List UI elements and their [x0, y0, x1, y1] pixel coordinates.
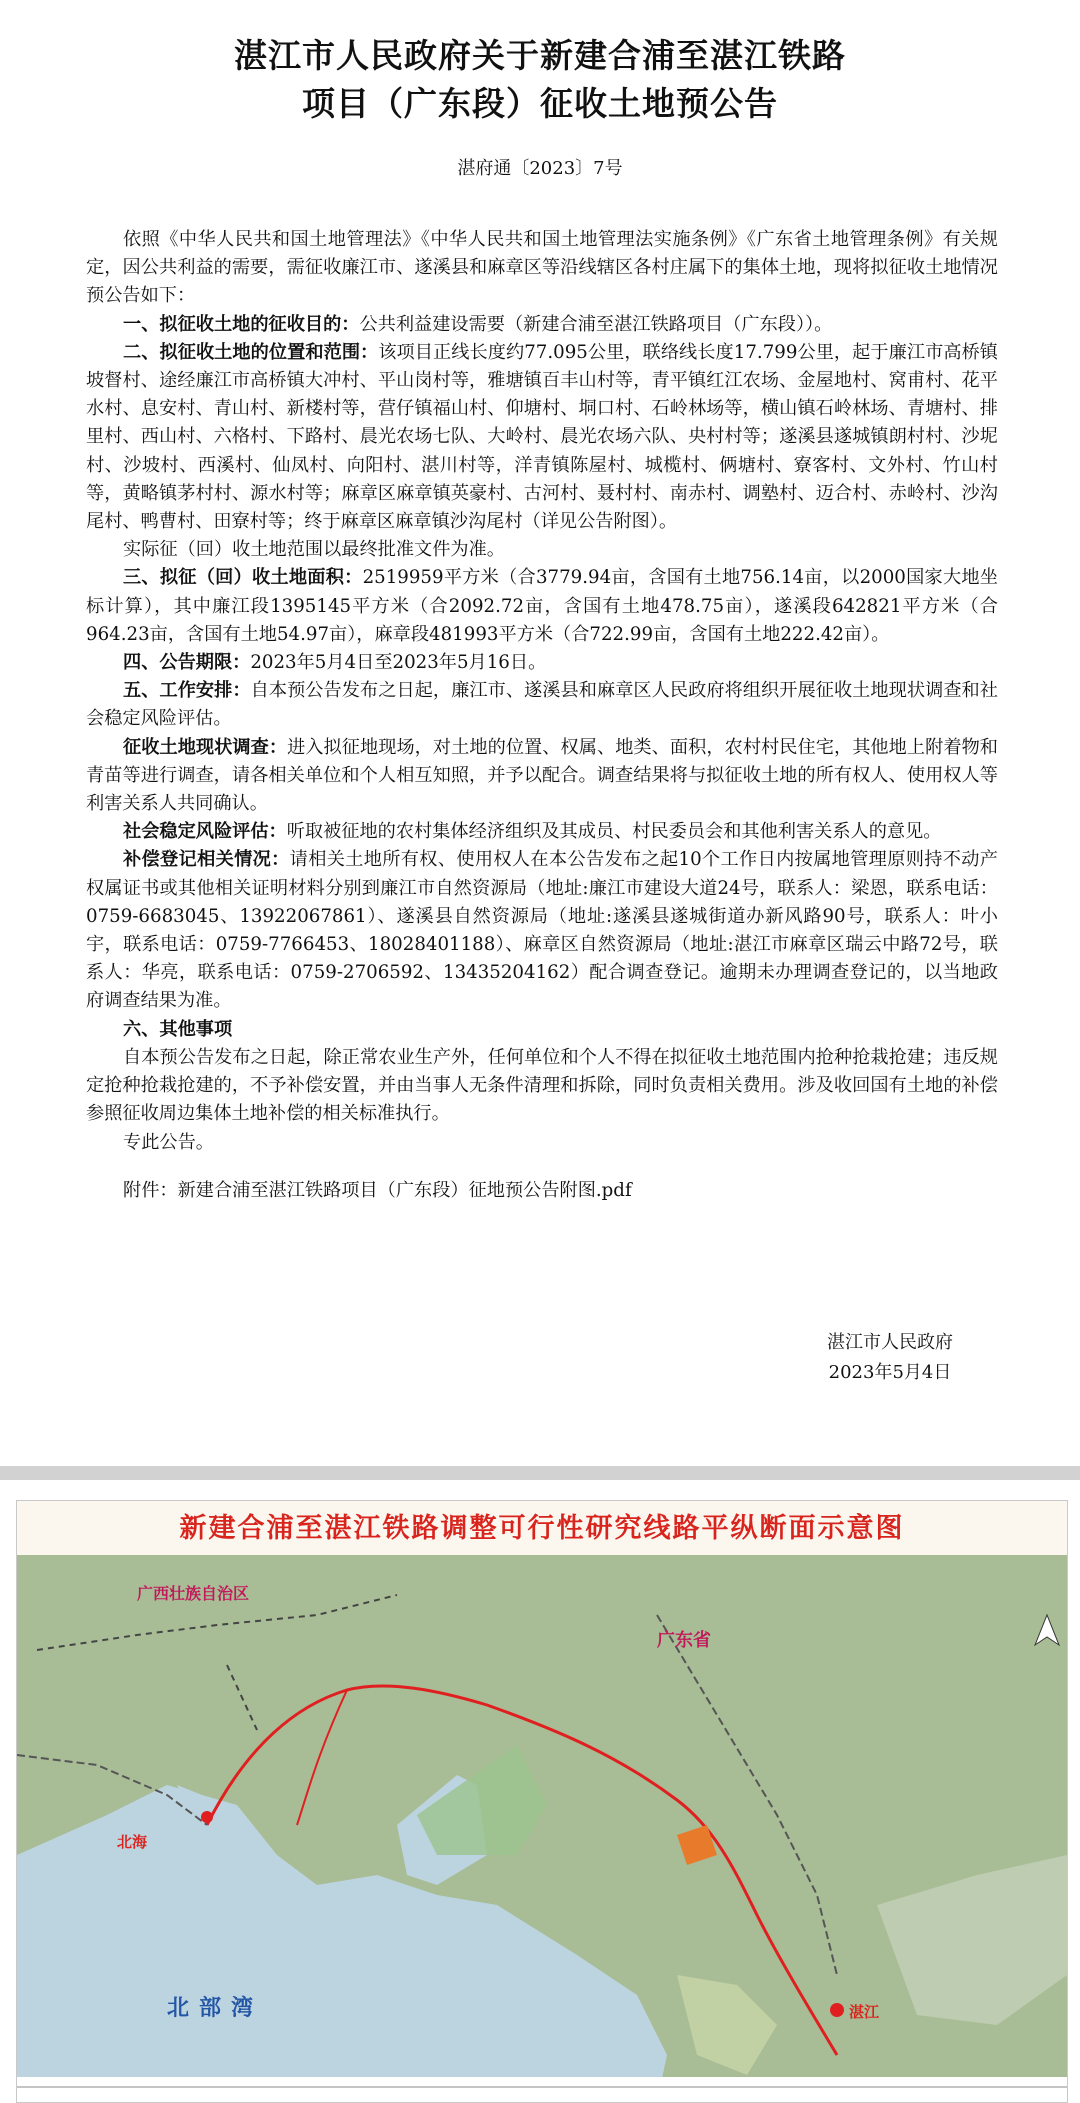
section-work	[86, 677, 998, 733]
zhanjiang-station-marker	[830, 2003, 844, 2017]
map-title: 新建合浦至湛江铁路调整可行性研究线路平纵断面示意图	[17, 1501, 1067, 1555]
document-body	[86, 226, 998, 1205]
section-risk-text: 听取被征地的农村集体经济组织及其成员、村民委员会和其他利害关系人的意见。	[286, 821, 942, 843]
section-survey	[86, 734, 998, 819]
hepu-station-marker	[201, 1811, 213, 1823]
intro-paragraph: 依照《中华人民共和国土地管理法》《中华人民共和国土地管理法实施条例》《广东省土地管理条例》有关规定，因公共利益的需要，需征收廉江市、遂溪县和麻章区等沿线辖区各村庄属下的集体土地，现将拟征收土地情况预公告如下：	[86, 229, 998, 307]
map-label-beibuwan: 北部湾	[167, 1995, 264, 2020]
map-label-zhanjiang: 湛江	[849, 2004, 880, 2021]
section-period-heading: 四、公告期限：	[123, 652, 251, 674]
attachment-map	[16, 1500, 1068, 2103]
section-survey-heading: 征收土地现状调查：	[123, 736, 288, 758]
section-purpose-text: 公共利益建设需要（新建合浦至湛江铁路项目（广东段））。	[359, 313, 833, 335]
section-period-text: 2023年5月4日至2023年5月16日。	[250, 652, 547, 674]
closing-text: 专此公告。	[123, 1131, 214, 1153]
document-title-line1: 湛江市人民政府关于新建合浦至湛江铁路	[234, 36, 846, 75]
section-other-text: 自本预公告发布之日起，除正常农业生产外，任何单位和个人不得在拟征收土地范围内抢种抢栽抢建；违反规定抢种抢栽抢建的，不予补偿安置，并由当事人无条件清理和拆除，同时负责相关费用。涉及收回国有土地的补偿参照征收周边集体土地补偿的相关标准执行。	[86, 1046, 998, 1125]
section-other-heading: 六、其他事项	[123, 1018, 233, 1040]
section-divider	[0, 1466, 1080, 1480]
location-note: 实际征（回）收土地范围以最终批准文件为准。	[123, 539, 505, 561]
sign-date: 2023年5月4日	[828, 1362, 952, 1383]
section-purpose	[86, 311, 998, 339]
section-work-text: 自本预公告发布之日起，廉江市、遂溪县和麻章区人民政府将组织开展征收土地现状调查和社会稳定风险评估。	[86, 680, 998, 730]
section-risk-heading: 社会稳定风险评估：	[123, 821, 287, 843]
section-period	[86, 649, 998, 677]
map-label-guangdong: 广东省	[657, 1630, 711, 1650]
map-label-guangxi: 广西壮族自治区	[137, 1586, 250, 1603]
section-location	[86, 339, 998, 536]
section-compensation-heading: 补偿登记相关情况：	[123, 849, 290, 871]
section-area-text: 2519959平方米（合3779.94亩，含国有土地756.14亩，以2000国家大地坐标计算），其中廉江段1395145平方米（合2092.72亩，含国有土地478.75亩），遂溪段642821平方米（合964.23亩，含国有土地54.97亩），麻章段481993平方米（合722.99亩，含国有土地222.42亩）。	[86, 567, 998, 645]
document-number: 湛府通〔2023〕7号	[457, 158, 623, 179]
section-area	[86, 564, 998, 649]
signer: 湛江市人民政府	[827, 1332, 953, 1353]
section-location-heading: 二、拟征收土地的位置和范围：	[123, 341, 379, 363]
attachment-link[interactable]: 附件：新建合浦至湛江铁路项目（广东段）征地预公告附图.pdf	[123, 1179, 632, 1201]
profile-strip	[17, 2077, 1067, 2102]
section-area-heading: 三、拟征（回）收土地面积：	[123, 567, 363, 589]
section-risk	[86, 818, 998, 846]
section-location-text: 该项目正线长度约77.095公里，联络线长度17.799公里，起于廉江市高桥镇坡督村、途经廉江市高桥镇大冲村、平山岗村等，雅塘镇百丰山村等，青平镇红江农场、金屋地村、窝甫村、花平水村、息安村、青山村、新楼村等，营仔镇福山村、仰塘村、垌口村、石岭林场等，横山镇石岭林场、青塘村、排里村、西山村、六格村、下路村、晨光农场七队、大岭村、晨光农场六队、央村村等；遂溪县遂城镇朗村村、沙坭村、沙坡村、西溪村、仙凤村、向阳村、湛川村等，洋青镇陈屋村、城榄村、俩塘村、寮客村、文外村、竹山村等，黄略镇茅村村、源水村等；麻章区麻章镇英豪村、古河村、聂村村、南赤村、调塾村、迈合村、赤岭村、沙沟尾村、鸭曹村、田寮村等；终于麻章区麻章镇沙沟尾村（详见公告附图）。	[86, 341, 998, 533]
section-compensation	[86, 846, 998, 1015]
section-survey-text: 进入拟征地现场，对土地的位置、权属、地类、面积，农村村民住宅，其他地上附着物和青苗等进行调查，请各相关单位和个人相互知照，并予以配合。调查结果将与拟征收土地的所有权人、使用权人等利害关系人共同确认。	[86, 736, 998, 815]
section-purpose-heading: 一、拟征收土地的征收目的：	[123, 313, 360, 335]
map-label-beihai: 北海	[117, 1834, 148, 1851]
document-title-line2: 项目（广东段）征收土地预公告	[302, 84, 778, 123]
section-compensation-text: 请相关土地所有权、使用权人在本公告发布之起10个工作日内按属地管理原则持不动产权属证书或其他相关证明材料分别到廉江市自然资源局（地址:廉江市建设大道24号，联系人：梁恩，联系电话：0759-6683045、13922067861）、遂溪县自然资源局（地址:遂溪县遂城街道办新风路90号，联系人：叶小宇，联系电话：0759-7766453、18028401188）、麻章区自然资源局（地址:湛江市麻章区瑞云中路72号，联系人：华亮，联系电话：0759-2706592、13435204162）配合调查登记。逾期未办理调查登记的，以当地政府调查结果为准。	[86, 849, 998, 1012]
section-work-heading: 五、工作安排：	[123, 680, 251, 702]
